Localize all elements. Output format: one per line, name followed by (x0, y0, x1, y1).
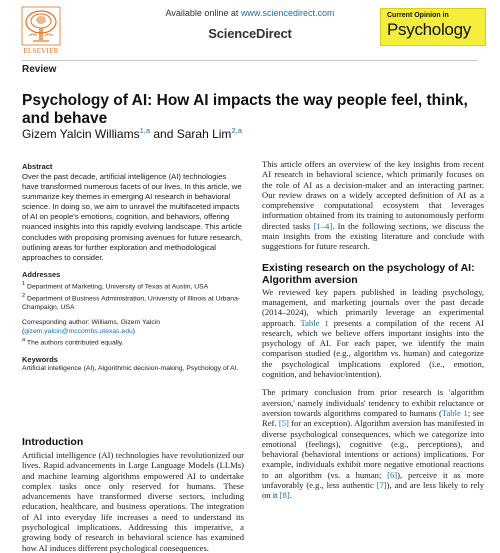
table-link[interactable]: Table 1 (441, 407, 468, 418)
aversion-text: ), and are less likely to rely on it (262, 480, 485, 501)
citation-link[interactable]: [7] (376, 480, 387, 491)
overview-text: This article offers an overview of the key insights from recent AI research in behavioral science, which primarily focuses on the role of AI as a decision-maker and an interacting partner. Our review draws on a widely accepted definition of AI as a comprehensive computational ecosystem that leverages information obtained from its training to autonomously perform directed tasks (262, 159, 484, 231)
keywords-text: Artificial intelligence (AI), Algorithmic decision-making, Psychology of AI. (22, 365, 239, 373)
review-text-end: presents a compilation of the recent AI research, which we believe offers important insights into the psychology of AI. For each paper, we identify the main comparison studied (e.g., algorithm vs. human) and categorize the psychological implications explored (i.e., emotion, cognition, and behavior/intention). (262, 317, 484, 380)
aversion-text: ), perceive it as more unfavorably (e.g., less authentic (262, 469, 484, 491)
author-email-link[interactable]: gizem.yalcin@mccombs.utexas.edu (24, 327, 133, 335)
article-type: Review (22, 64, 57, 75)
introduction-text: Artificial intelligence (AI) technologies have revolutionized our lives. Rapid advancements in Large Language Models (LLMs) and machine learning algorithms empowered AI to undertake complex tasks once only reserved for humans. These advancements have transformed diverse sectors, including education, healthcare, and business operations. The integration of AI into everyday life increases a need to understand its psychological implications. Addressing this imperative, a growing body of research in behavioral science has examined how AI induces different psychological consequences. (22, 450, 244, 553)
abstract-heading: Abstract (22, 162, 53, 171)
elsevier-wordmark: ELSEVIER (23, 47, 59, 55)
author-affiliation-sup[interactable]: 1,a (139, 126, 151, 135)
address-2 (22, 292, 244, 312)
author-name[interactable]: Sarah Lim (176, 127, 232, 141)
author-affiliation-sup[interactable]: 2,a (231, 126, 242, 135)
citation-link[interactable]: [1–4] (313, 220, 333, 231)
addresses-heading: Addresses (22, 269, 61, 279)
available-prefix: Available online at (165, 8, 239, 18)
left-column (22, 162, 244, 374)
sciencedirect-brand[interactable]: ScienceDirect (208, 26, 292, 41)
address-number: 1 (22, 280, 26, 287)
table-link[interactable]: Table 1 (300, 317, 329, 328)
address-1-text: Department of Marketing, University of Texas at Austin, USA (27, 283, 209, 291)
algorithm-aversion-heading: Existing research on the psychology of AI: Algorithm aversion (262, 261, 475, 286)
note-mark: a (22, 337, 26, 344)
author-name[interactable]: Gizem Yalcin Williams (22, 127, 140, 141)
aversion-text-end: . (289, 490, 292, 501)
equal-contribution-note (22, 336, 244, 348)
citation-link[interactable]: [6] (387, 469, 398, 480)
journal-current-label: Current Opinion in (387, 12, 449, 19)
journal-badge[interactable] (380, 8, 486, 46)
review-paragraph (262, 287, 484, 380)
address-1 (22, 280, 244, 292)
introduction-section (22, 436, 244, 553)
address-2-text: Department of Business Administration, University of Illinois at Urbana-Champaign, USA (22, 294, 241, 311)
header-divider (22, 60, 478, 61)
note-text: The authors contributed equally. (26, 339, 124, 347)
abstract-text: Over the past decade, artificial intelligence (AI) technologies have transformed numerous facets of our lives. In this article, we summarize key themes in emerging AI research in behavioral science. In doing so, we aim to unravel the multifaceted impacts of AI on people's emotions, cognition, and behaviors, offering nuanced insights into this rapidly evolving landscape. This article concludes with proposing promising avenues for future research, outlining areas for further exploration and methodological approaches to consider. (22, 172, 243, 262)
address-number: 2 (22, 292, 26, 299)
keywords-heading: Keywords (22, 355, 58, 365)
corresponding-close: ) (132, 327, 136, 335)
journal-name: Psychology (387, 20, 471, 39)
overview-paragraph (262, 159, 484, 252)
aversion-text: The primary conclusion from prior research is 'algorithm aversion,' namely individuals' tendency to exhibit reluctance or aversion towards algorithms compared to humans ( (262, 387, 484, 418)
citation-link[interactable]: [8] (279, 490, 290, 501)
aversion-paragraph (262, 387, 484, 500)
article-title: Psychology of AI: How AI impacts the way people feel, think, and behave (22, 92, 468, 127)
sciencedirect-link[interactable]: www.sciencedirect.com (240, 8, 335, 18)
corresponding-label: Corresponding author: Williams, Gizem Yalcin ( (22, 319, 161, 335)
corresponding-author (22, 319, 244, 336)
author-conjunction: and (153, 127, 174, 141)
citation-link[interactable]: [5] (278, 418, 289, 429)
introduction-heading: Introduction (22, 436, 84, 448)
author-list (22, 126, 242, 141)
aversion-text: ; see Ref. (262, 407, 484, 429)
overview-text-end: . In the following sections, we discuss the main insights from the existing literature and conclude with suggestions for future research. (262, 220, 484, 252)
aversion-text: for an exception). Algorithm aversion has manifested in diverse psychological consequences, which we categorize into emotional (feelings), cognitive (e.g., perceptions), and behavioral (behavioral intentions or actions) implications. For example, individuals exhibit more negative emotional reactions to an algorithm (vs. a human; (262, 418, 484, 480)
review-text: We reviewed key papers published in leading psychology, management, and marketing journals over the past decade (2014–2024), which primarily leverage an experimental approach. (262, 286, 484, 328)
right-column (262, 159, 484, 501)
